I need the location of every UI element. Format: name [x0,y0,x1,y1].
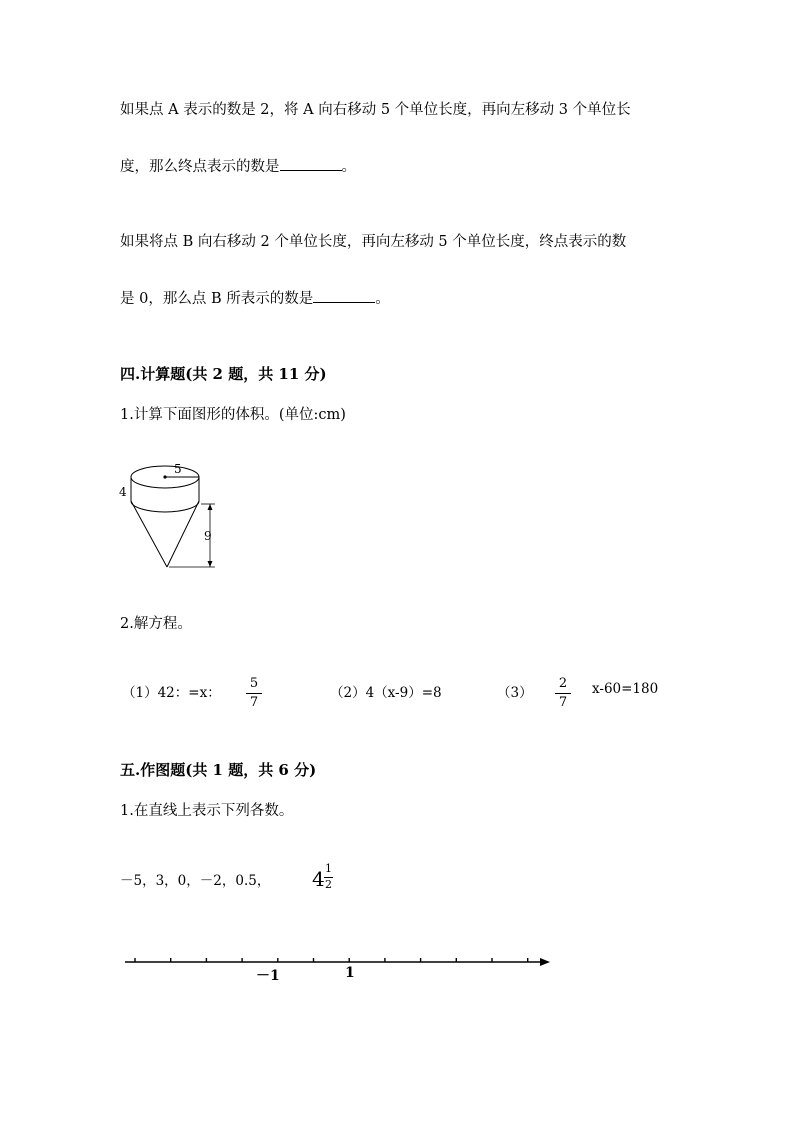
question-a-line1: 如果点 A 表示的数是 2，将 A 向右移动 5 个单位长度，再向左移动 3 个单位长 [120,102,631,118]
cylinder-height-label: 4 [119,485,127,499]
fraction-denominator: 7 [558,695,568,710]
cone-right-edge [167,501,199,567]
equation-3-prefix: （3） [497,685,533,701]
section-5-title: 五.作图题(共 1 题，共 6 分) [120,761,317,779]
question-a-line2-end: 。 [341,159,356,175]
mixed-number-numerator: 1 [325,862,332,875]
number-line-arrow [540,958,550,966]
equation-1-prefix: （1）42：=x： [122,685,221,701]
equation-1-fraction [246,677,262,710]
tick-label-1: 1 [345,965,355,981]
question-b-line2-text: 是 0，那么点 B 所表示的数是 [120,291,314,307]
numbers-list: －5，3，0，－2，0.5， [120,873,271,889]
question-a-line2-text: 度，那么终点表示的数是 [120,159,280,175]
tick-label-neg1: －1 [256,968,280,984]
cone-height-label: 9 [204,529,212,543]
mixed-number-denominator: 2 [325,878,332,891]
dim-arrow-bottom [208,561,213,567]
equation-3-fraction [555,677,571,710]
equation-3-suffix: x-60=180 [592,681,659,697]
fraction-numerator: 2 [558,676,568,691]
mixed-number-whole: 4 [312,867,325,891]
question-b-line2 [120,287,390,308]
equation-2: （2）4（x-9）=8 [330,685,442,701]
cylinder-bottom-arc [131,501,199,512]
radius-label: 5 [174,462,182,476]
fraction-numerator: 5 [249,676,259,691]
cylinder-cone-figure [115,452,225,574]
section-4-question-1: 1.计算下面图形的体积。(单位:cm) [120,407,346,423]
number-line[interactable] [120,950,560,980]
answer-blank-b[interactable] [313,288,375,303]
section-4-title: 四.计算题(共 2 题，共 11 分) [120,365,327,383]
question-b-line1: 如果将点 B 向右移动 2 个单位长度，再向左移动 5 个单位长度，终点表示的数 [120,234,627,250]
dim-arrow-top [208,504,213,510]
section-5-question-1: 1.在直线上表示下列各数。 [120,803,294,819]
fraction-denominator: 7 [249,695,259,710]
question-b-line2-end: 。 [375,291,390,307]
answer-blank-a[interactable] [280,156,342,171]
question-a-line2 [120,155,356,176]
section-4-question-2: 2.解方程。 [120,616,192,632]
